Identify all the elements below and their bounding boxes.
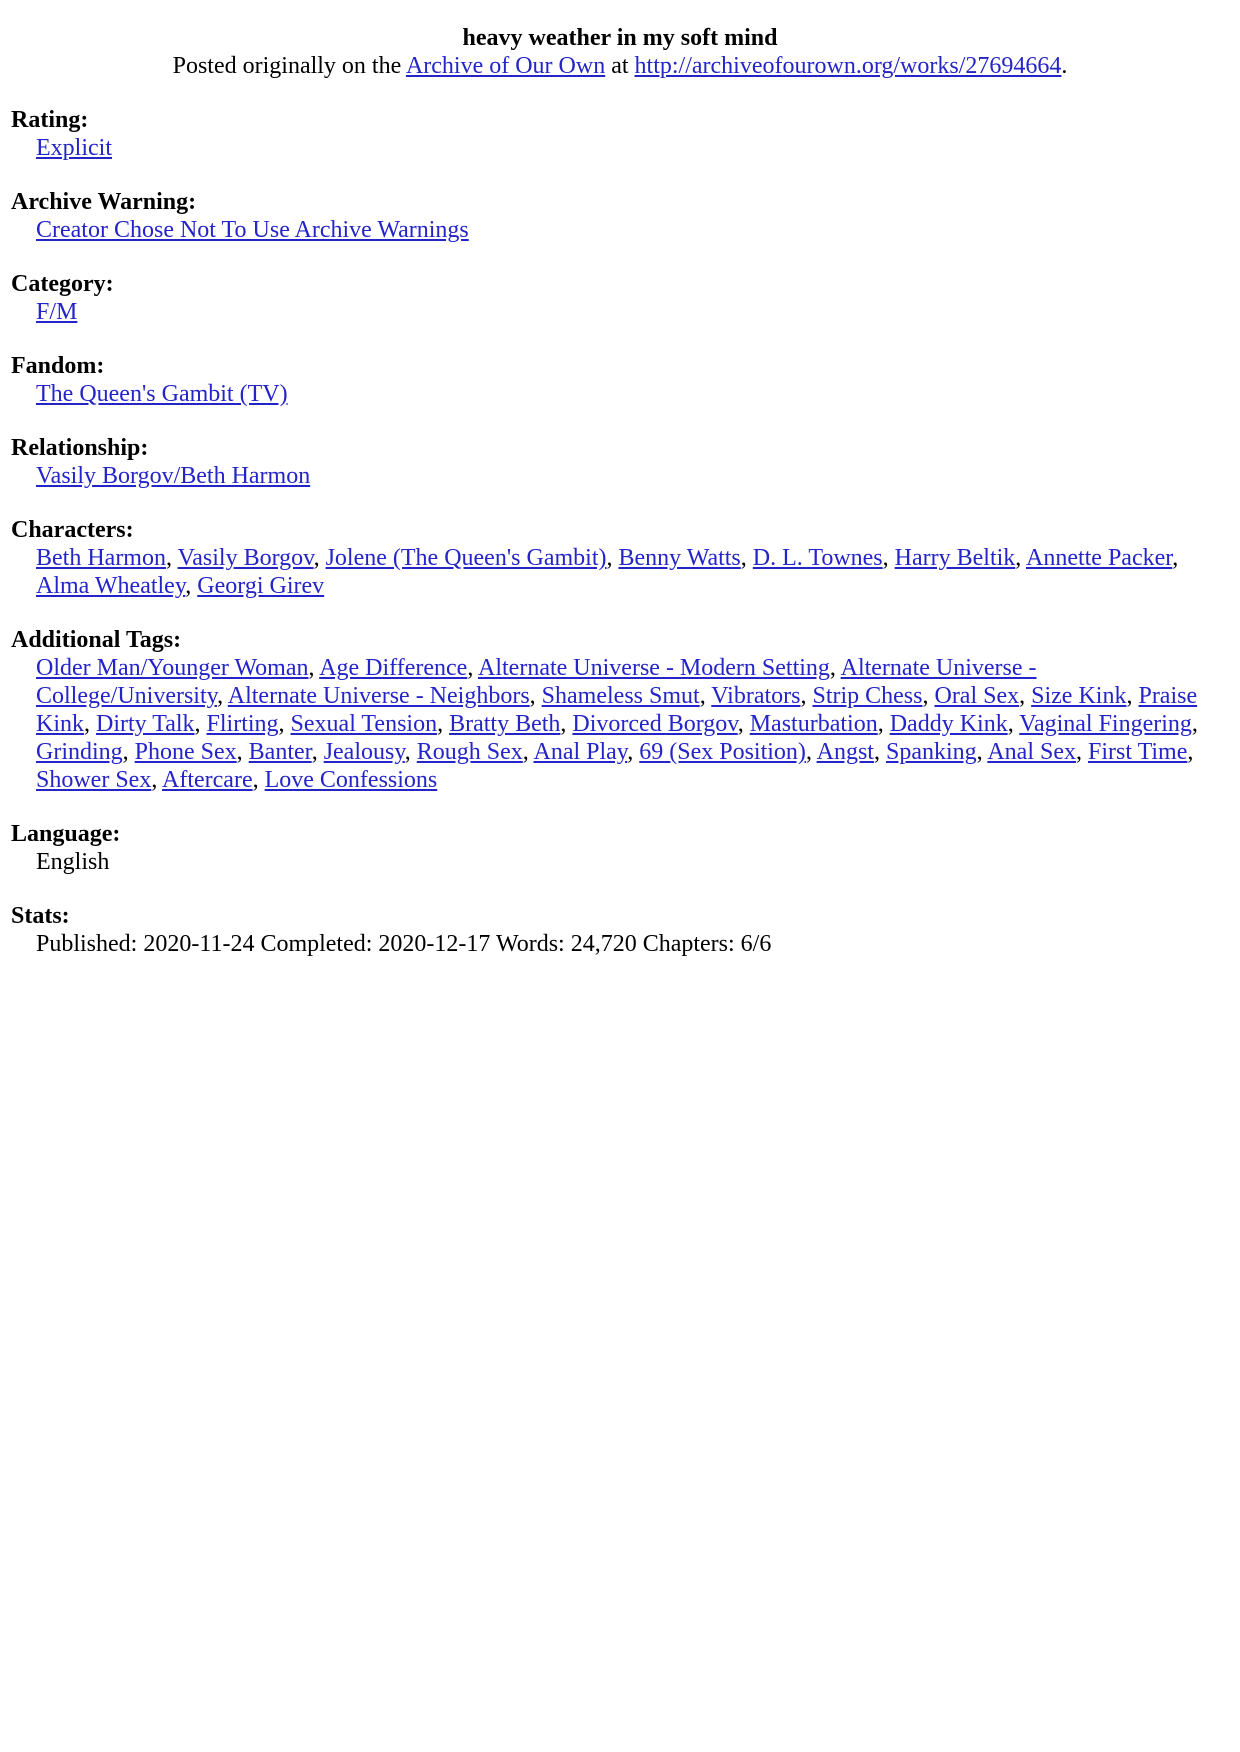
additional-tag-link[interactable]: Size Kink xyxy=(1031,683,1127,709)
rating-tag-link[interactable]: Explicit xyxy=(36,135,112,161)
additional-tag-link[interactable]: Alternate Universe - College/University xyxy=(36,655,1037,709)
additional-tag-link[interactable]: Shameless Smut xyxy=(541,683,700,709)
additional-tag-link[interactable]: Vaginal Fingering xyxy=(1019,711,1192,737)
relationship-tag-link[interactable]: Vasily Borgov/Beth Harmon xyxy=(36,463,311,489)
additional-tag-link[interactable]: Grinding xyxy=(36,739,123,765)
additional-tag-link[interactable]: First Time xyxy=(1087,739,1188,765)
character-tag-link[interactable]: Vasily Borgov xyxy=(177,545,314,571)
rating-label: Rating: xyxy=(11,107,89,133)
additional-tag-link[interactable]: Divorced Borgov xyxy=(572,711,738,737)
character-tag-link[interactable]: Alma Wheatley xyxy=(36,573,186,599)
category-label: Category: xyxy=(11,271,114,297)
additional-tag-link[interactable]: Strip Chess xyxy=(812,683,923,709)
additional-tag-link[interactable]: Older Man/Younger Woman xyxy=(36,655,309,681)
additional-tags-label: Additional Tags: xyxy=(11,627,182,653)
additional-tag-link[interactable]: Aftercare xyxy=(162,767,253,793)
character-tags: Beth Harmon, Vasily Borgov, Jolene (The Queen's Gambit), Benny Watts, D. L. Townes, Harry Beltik, Annette Packer, Alma Wheatley, Georgi Girev xyxy=(36,545,1179,599)
character-tag-link[interactable]: D. L. Townes xyxy=(752,545,883,571)
work-metadata xyxy=(11,106,1229,958)
additional-tag-link[interactable]: Age Difference xyxy=(319,655,468,681)
additional-tag-link[interactable]: Rough Sex xyxy=(416,739,523,765)
additional-tag-link[interactable]: Vibrators xyxy=(711,683,801,709)
fandom-label: Fandom: xyxy=(11,353,105,379)
character-tag-link[interactable]: Georgi Girev xyxy=(197,573,325,599)
additional-tags: Older Man/Younger Woman, Age Difference, Alternate Universe - Modern Setting, Alternate Universe - College/University, Alternate Universe - Neighbors, Shameless Smut, Vibrators, Strip Chess, Oral Sex, Size Kink, Praise Kink, Dirty Talk, Flirting, Sexual Tension, Bratty Beth, Divorced Borgov, Masturbation, Daddy Kink, Vaginal Fingering, Grinding, Phone Sex, Banter, Jealousy, Rough Sex, Anal Play, 69 (Sex Position), Angst, Spanking, Anal Sex, First Time, Shower Sex, Aftercare, Love Confessions xyxy=(36,655,1198,793)
posted-suffix: . xyxy=(1061,53,1068,79)
additional-tag-link[interactable]: Jealousy xyxy=(323,739,405,765)
stats-value: Published: 2020-11-24 Completed: 2020-12-17 Words: 24,720 Chapters: 6/6 xyxy=(36,931,772,957)
additional-tag-link[interactable]: 69 (Sex Position) xyxy=(639,739,806,765)
additional-tag-link[interactable]: Dirty Talk xyxy=(96,711,195,737)
character-tag-link[interactable]: Benny Watts xyxy=(618,545,741,571)
category-tags xyxy=(36,298,1229,326)
additional-tag-link[interactable]: Oral Sex xyxy=(934,683,1020,709)
language-value: English xyxy=(36,849,110,875)
additional-tag-link[interactable]: Anal Sex xyxy=(987,739,1076,765)
work-header xyxy=(11,24,1229,80)
additional-tag-link[interactable]: Anal Play xyxy=(533,739,628,765)
character-tag-link[interactable]: Beth Harmon xyxy=(36,545,166,571)
additional-tag-link[interactable]: Flirting xyxy=(206,711,279,737)
relationship-tags xyxy=(36,462,1229,490)
posted-line xyxy=(11,52,1229,80)
fandom-tag-link[interactable]: The Queen's Gambit (TV) xyxy=(36,381,288,407)
posted-prefix: Posted originally on the xyxy=(172,53,406,79)
rating-tags xyxy=(36,134,1229,162)
additional-tag-link[interactable]: Alternate Universe - Modern Setting xyxy=(478,655,830,681)
character-tag-link[interactable]: Annette Packer xyxy=(1025,545,1173,571)
fandom-tags xyxy=(36,380,1229,408)
additional-tag-link[interactable]: Shower Sex xyxy=(36,767,152,793)
character-tag-link[interactable]: Jolene (The Queen's Gambit) xyxy=(325,545,607,571)
additional-tag-link[interactable]: Bratty Beth xyxy=(449,711,561,737)
work-title: heavy weather in my soft mind xyxy=(462,25,778,51)
posted-mid: at xyxy=(605,53,635,79)
additional-tag-link[interactable]: Banter xyxy=(248,739,312,765)
archive-warning-tag-link[interactable]: Creator Chose Not To Use Archive Warnings xyxy=(36,217,469,243)
additional-tag-link[interactable]: Sexual Tension xyxy=(290,711,438,737)
archive-link[interactable]: Archive of Our Own xyxy=(405,53,606,79)
archive-warning-label: Archive Warning: xyxy=(11,189,197,215)
additional-tag-link[interactable]: Masturbation xyxy=(749,711,878,737)
additional-tag-link[interactable]: Love Confessions xyxy=(264,767,438,793)
relationship-label: Relationship: xyxy=(11,435,149,461)
archive-warning-tags xyxy=(36,216,1229,244)
additional-tag-link[interactable]: Angst xyxy=(816,739,874,765)
characters-label: Characters: xyxy=(11,517,134,543)
category-tag-link[interactable]: F/M xyxy=(36,299,78,325)
additional-tag-link[interactable]: Spanking xyxy=(885,739,977,765)
additional-tag-link[interactable]: Alternate Universe - Neighbors xyxy=(227,683,530,709)
work-url-link[interactable]: http://archiveofourown.org/works/27694664 xyxy=(634,53,1062,79)
character-tag-link[interactable]: Harry Beltik xyxy=(894,545,1016,571)
additional-tag-link[interactable]: Phone Sex xyxy=(134,739,237,765)
language-label: Language: xyxy=(11,821,121,847)
additional-tag-link[interactable]: Daddy Kink xyxy=(889,711,1008,737)
stats-label: Stats: xyxy=(11,903,70,929)
additional-tag-link[interactable]: Praise Kink xyxy=(36,683,1198,737)
